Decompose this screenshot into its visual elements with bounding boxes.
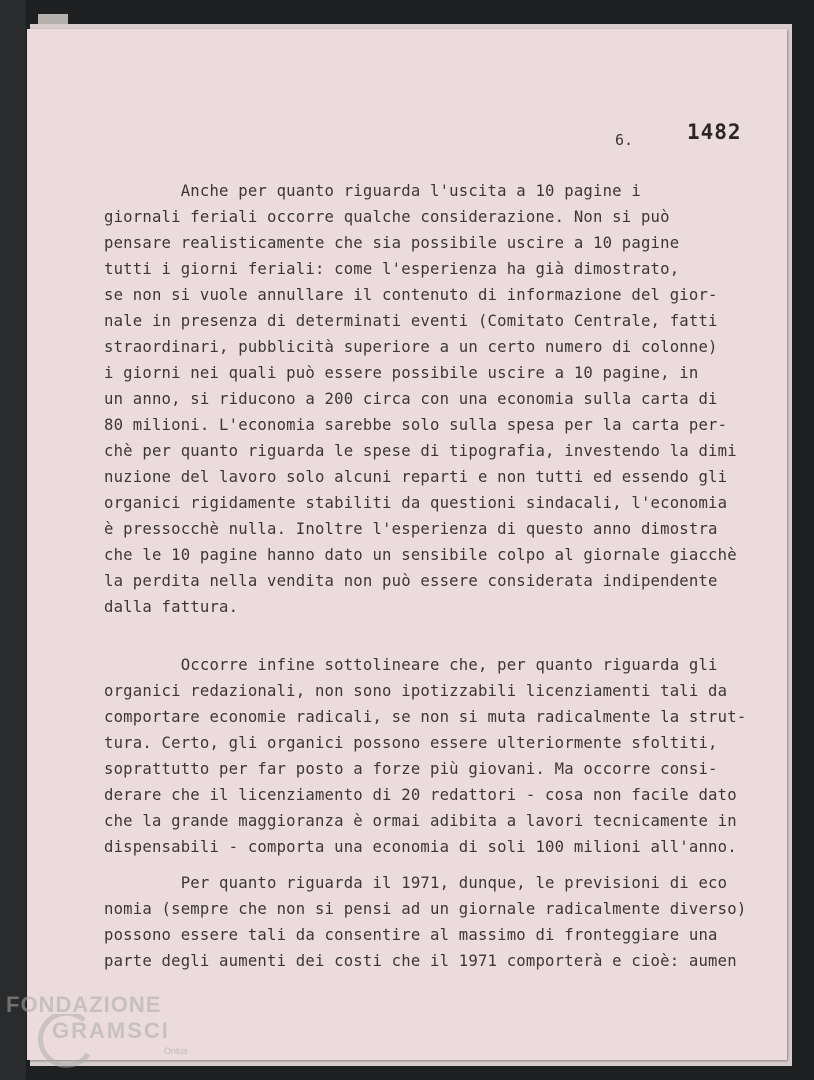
body-line: un anno, si riducono a 200 circa con una economia sulla carta di [104,390,718,408]
body-line: dispensabili - comporta una economia di soli 100 milioni all'anno. [104,838,737,856]
body-line: dalla fattura. [104,598,239,616]
body-line: nuzione del lavoro solo alcuni reparti e non tutti ed essendo gli [104,468,728,486]
watermark-line2: GRAMSCI [52,1018,170,1043]
body-line: se non si vuole annullare il contenuto di informazione del gior- [104,286,718,304]
body-line: che la grande maggioranza è ormai adibita a lavori tecnicamente in [104,812,737,830]
body-line: Anche per quanto riguarda l'uscita a 10 pagine i [104,182,641,200]
body-line: nomia (sempre che non si pensi ad un giornale radicalmente diverso) [104,900,747,918]
scanner-edge [0,0,26,1080]
body-line: parte degli aumenti dei costi che il 1971 comporterà e cioè: aumen [104,952,737,970]
body-line: derare che il licenziamento di 20 redattori - cosa non facile dato [104,786,737,804]
body-line: nale in presenza di determinati eventi (Comitato Centrale, fatti [104,312,718,330]
body-line: 80 milioni. L'economia sarebbe solo sulla spesa per la carta per- [104,416,728,434]
document-page [27,29,787,1060]
body-line: organici rigidamente stabiliti da questioni sindacali, l'economia [104,494,728,512]
body-line: che le 10 pagine hanno dato un sensibile colpo al giornale giacchè [104,546,737,564]
body-line: possono essere tali da consentire al massimo di fronteggiare una [104,926,718,944]
fondazione-gramsci-watermark [6,992,206,1072]
body-line: pensare realisticamente che sia possibile uscire a 10 pagine [104,234,680,252]
body-line: chè per quanto riguarda le spese di tipografia, investendo la dimi [104,442,737,460]
body-line: tutti i giorni feriali: come l'esperienza ha già dimostrato, [104,260,680,278]
page-number: 6. [615,131,634,149]
body-line: comportare economie radicali, se non si muta radicalmente la strut- [104,708,747,726]
body-line: è pressocchè nulla. Inoltre l'esperienza di questo anno dimostra [104,520,718,538]
watermark-line1: FONDAZIONE [6,992,162,1017]
body-line: i giorni nei quali può essere possibile uscire a 10 pagine, in [104,364,699,382]
body-line: giornali feriali occorre qualche considerazione. Non si può [104,208,670,226]
body-line: Occorre infine sottolineare che, per quanto riguarda gli [104,656,718,674]
body-line: organici redazionali, non sono ipotizzabili licenziamenti tali da [104,682,728,700]
watermark-line3: Onlus [164,1046,188,1056]
body-line: Per quanto riguarda il 1971, dunque, le previsioni di eco [104,874,728,892]
document-number: 1482 [687,120,742,144]
body-line: la perdita nella vendita non può essere considerata indipendente [104,572,718,590]
body-line: straordinari, pubblicità superiore a un certo numero di colonne) [104,338,718,356]
body-line: soprattutto per far posto a forze più giovani. Ma occorre consi- [104,760,718,778]
body-line: tura. Certo, gli organici possono essere ulteriormente sfoltiti, [104,734,718,752]
